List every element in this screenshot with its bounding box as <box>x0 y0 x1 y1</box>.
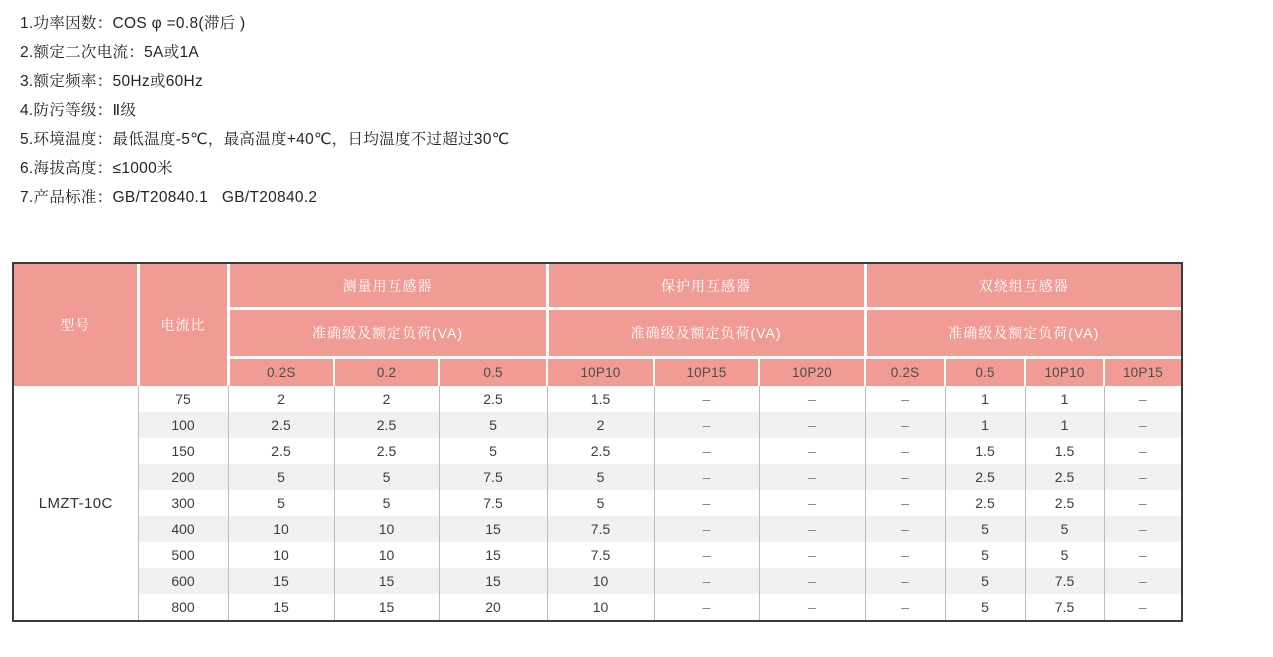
value-cell: – <box>1104 516 1181 542</box>
ratio-cell: 300 <box>138 490 228 516</box>
value-cell: 5 <box>547 490 654 516</box>
value-cell: 5 <box>945 516 1025 542</box>
value-cell: 7.5 <box>1025 594 1104 620</box>
spec-item-pollution-class: 4.防污等级：Ⅱ级 <box>20 102 137 119</box>
value-cell: 1 <box>945 386 1025 412</box>
value-cell: – <box>759 386 865 412</box>
value-cell: 5 <box>1025 516 1104 542</box>
class-header: 0.5 <box>945 358 1025 387</box>
ratio-cell: 200 <box>138 464 228 490</box>
value-cell: 2.5 <box>1025 490 1104 516</box>
class-header: 10P15 <box>654 358 759 387</box>
ratio-cell: 600 <box>138 568 228 594</box>
value-cell: 5 <box>439 438 547 464</box>
value-cell: 1.5 <box>945 438 1025 464</box>
table-row <box>14 516 1181 542</box>
value-cell: 5 <box>439 412 547 438</box>
value-cell: 5 <box>228 490 334 516</box>
value-cell: 15 <box>334 568 439 594</box>
ratio-cell: 75 <box>138 386 228 412</box>
value-cell: 15 <box>439 516 547 542</box>
value-cell: 2 <box>334 386 439 412</box>
spec-item-secondary-current: 2.额定二次电流：5A或1A <box>20 44 200 61</box>
value-cell: 5 <box>228 464 334 490</box>
value-cell: 10 <box>547 594 654 620</box>
value-cell: 7.5 <box>547 542 654 568</box>
value-cell: 2.5 <box>439 386 547 412</box>
value-cell: 5 <box>334 490 439 516</box>
specs-list <box>0 0 1273 212</box>
value-cell: 2.5 <box>547 438 654 464</box>
value-cell: 5 <box>547 464 654 490</box>
value-cell: – <box>865 594 945 620</box>
value-cell: 5 <box>1025 542 1104 568</box>
value-cell: – <box>1104 386 1181 412</box>
value-cell: – <box>654 412 759 438</box>
table-body <box>14 386 1181 620</box>
value-cell: – <box>865 490 945 516</box>
ratio-column-header: 电流比 <box>138 264 228 386</box>
table-row <box>14 542 1181 568</box>
spec-item-standard: 7.产品标准：GB/T20840.1 GB/T20840.2 <box>20 189 318 206</box>
spec-table-container <box>12 262 1183 622</box>
group-title-measuring: 测量用互感器 <box>228 264 547 309</box>
value-cell: – <box>759 568 865 594</box>
value-cell: 15 <box>228 568 334 594</box>
value-cell: – <box>865 412 945 438</box>
table-row <box>14 386 1181 412</box>
value-cell: 5 <box>945 568 1025 594</box>
value-cell: 2.5 <box>945 464 1025 490</box>
class-header: 0.2 <box>334 358 439 387</box>
value-cell: 15 <box>439 542 547 568</box>
class-header: 10P10 <box>1025 358 1104 387</box>
class-header: 0.2S <box>865 358 945 387</box>
spec-item-ambient-temp: 5.环境温度：最低温度-5℃，最高温度+40℃，日均温度不过超过30℃ <box>20 131 510 148</box>
value-cell: – <box>865 464 945 490</box>
value-cell: – <box>759 516 865 542</box>
value-cell: – <box>1104 438 1181 464</box>
value-cell: – <box>865 516 945 542</box>
ratio-cell: 800 <box>138 594 228 620</box>
value-cell: 1 <box>945 412 1025 438</box>
value-cell: 1.5 <box>547 386 654 412</box>
ratio-cell: 150 <box>138 438 228 464</box>
value-cell: – <box>865 438 945 464</box>
value-cell: 5 <box>334 464 439 490</box>
value-cell: – <box>865 386 945 412</box>
value-cell: 2.5 <box>1025 464 1104 490</box>
value-cell: – <box>654 464 759 490</box>
value-cell: – <box>1104 464 1181 490</box>
class-header: 10P15 <box>1104 358 1181 387</box>
spec-item-frequency: 3.额定频率：50Hz或60Hz <box>20 73 204 90</box>
table-row <box>14 568 1181 594</box>
value-cell: – <box>654 490 759 516</box>
value-cell: 20 <box>439 594 547 620</box>
value-cell: – <box>865 568 945 594</box>
spec-item-power-factor: 1.功率因数：COS φ =0.8(滞后 ) <box>20 15 246 32</box>
value-cell: 2 <box>547 412 654 438</box>
value-cell: 2.5 <box>228 438 334 464</box>
value-cell: 2.5 <box>334 438 439 464</box>
value-cell: – <box>654 386 759 412</box>
spec-item-altitude: 6.海拔高度：≤1000米 <box>20 160 173 177</box>
value-cell: – <box>1104 594 1181 620</box>
value-cell: 10 <box>334 542 439 568</box>
value-cell: – <box>654 594 759 620</box>
group-subtitle-protection: 准确级及额定负荷(VA) <box>547 309 865 358</box>
table-row <box>14 464 1181 490</box>
table-row <box>14 412 1181 438</box>
value-cell: – <box>759 464 865 490</box>
ratio-cell: 400 <box>138 516 228 542</box>
value-cell: 15 <box>439 568 547 594</box>
value-cell: 7.5 <box>439 464 547 490</box>
group-subtitle-measuring: 准确级及额定负荷(VA) <box>228 309 547 358</box>
value-cell: 2.5 <box>334 412 439 438</box>
value-cell: 1 <box>1025 386 1104 412</box>
value-cell: 1.5 <box>1025 438 1104 464</box>
class-header: 10P20 <box>759 358 865 387</box>
group-title-protection: 保护用互感器 <box>547 264 865 309</box>
value-cell: – <box>654 542 759 568</box>
value-cell: – <box>865 542 945 568</box>
value-cell: – <box>1104 412 1181 438</box>
value-cell: – <box>1104 542 1181 568</box>
value-cell: – <box>1104 568 1181 594</box>
value-cell: – <box>759 490 865 516</box>
value-cell: – <box>759 438 865 464</box>
value-cell: 7.5 <box>1025 568 1104 594</box>
value-cell: 15 <box>334 594 439 620</box>
ratio-cell: 500 <box>138 542 228 568</box>
value-cell: 10 <box>547 568 654 594</box>
ratio-cell: 100 <box>138 412 228 438</box>
value-cell: 1 <box>1025 412 1104 438</box>
value-cell: – <box>654 438 759 464</box>
table-row <box>14 438 1181 464</box>
group-title-dual-winding: 双绕组互感器 <box>865 264 1181 309</box>
value-cell: – <box>759 412 865 438</box>
value-cell: 7.5 <box>439 490 547 516</box>
value-cell: 2.5 <box>228 412 334 438</box>
header-group-row <box>14 264 1181 309</box>
value-cell: 15 <box>228 594 334 620</box>
value-cell: 2 <box>228 386 334 412</box>
class-header: 0.2S <box>228 358 334 387</box>
value-cell: 2.5 <box>945 490 1025 516</box>
model-cell: LMZT-10C <box>14 386 138 620</box>
value-cell: 5 <box>945 542 1025 568</box>
model-column-header: 型号 <box>14 264 138 386</box>
table-row <box>14 490 1181 516</box>
value-cell: – <box>759 594 865 620</box>
spec-table <box>14 264 1181 620</box>
value-cell: 5 <box>945 594 1025 620</box>
class-header: 0.5 <box>439 358 547 387</box>
value-cell: 10 <box>228 542 334 568</box>
table-row <box>14 594 1181 620</box>
group-subtitle-dual-winding: 准确级及额定负荷(VA) <box>865 309 1181 358</box>
value-cell: 10 <box>334 516 439 542</box>
value-cell: 10 <box>228 516 334 542</box>
value-cell: – <box>759 542 865 568</box>
value-cell: 7.5 <box>547 516 654 542</box>
value-cell: – <box>1104 490 1181 516</box>
class-header: 10P10 <box>547 358 654 387</box>
value-cell: – <box>654 568 759 594</box>
value-cell: – <box>654 516 759 542</box>
